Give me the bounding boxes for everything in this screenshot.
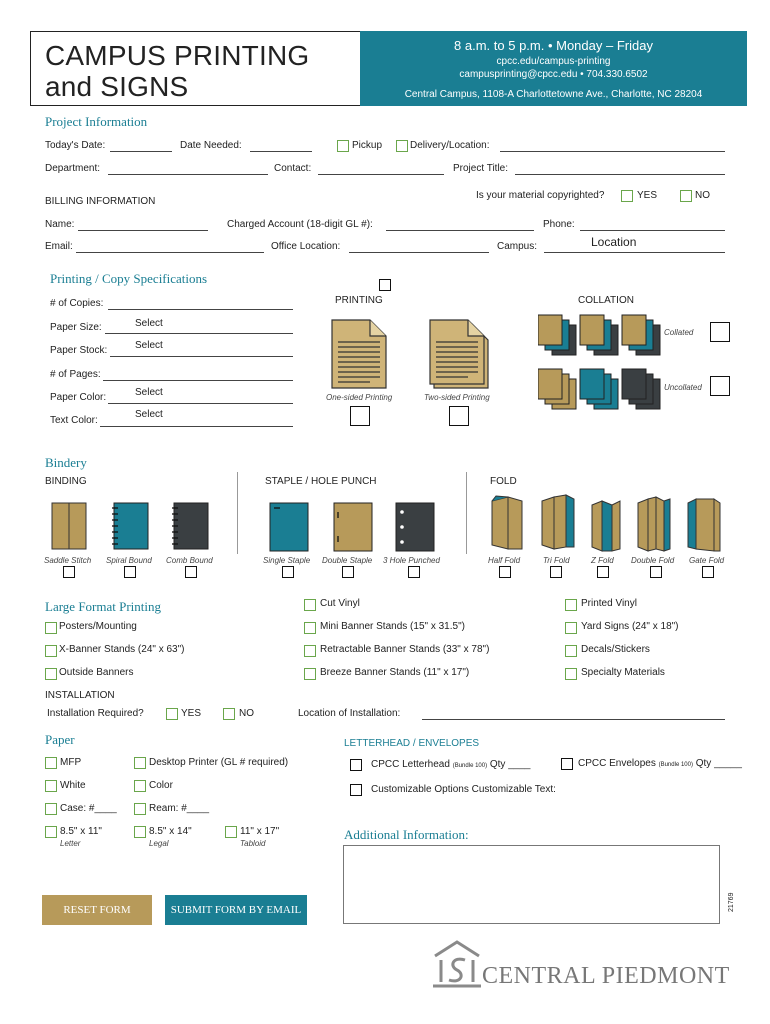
two-sided-document-icon [428, 318, 490, 390]
desktop-printer-label: Desktop Printer (GL # required) [149, 757, 289, 768]
bindery-caption-single-staple: Single Staple [263, 556, 311, 565]
cut-vinyl-label: Cut Vinyl [320, 598, 360, 609]
date-needed-label: Date Needed: [180, 140, 242, 151]
text-color-label: Text Color: [50, 415, 98, 426]
paper-stock-label: Paper Stock: [50, 345, 108, 356]
paper-stock-select-value: Select [135, 340, 163, 351]
paper-size-select-value: Select [135, 318, 163, 329]
todays-date-field[interactable] [110, 151, 172, 152]
pages-field[interactable] [103, 380, 293, 381]
fold-icons [488, 493, 723, 553]
todays-date-label: Today's Date: [45, 140, 106, 151]
retractable-banner-checkbox[interactable] [304, 645, 316, 657]
letterhead-label: CPCC Letterhead [371, 759, 450, 770]
white-checkbox[interactable] [45, 780, 57, 792]
x-banner-checkbox[interactable] [45, 645, 57, 657]
office-location-field[interactable] [349, 252, 489, 253]
charged-account-field[interactable] [386, 230, 534, 231]
letter-checkbox[interactable] [45, 826, 57, 838]
installation-yes-checkbox[interactable] [166, 708, 178, 720]
envelopes-label: CPCC Envelopes [578, 758, 656, 769]
divider [237, 472, 238, 554]
title-box [30, 31, 360, 106]
cut-vinyl-checkbox[interactable] [304, 599, 316, 611]
outside-banners-label: Outside Banners [59, 667, 134, 678]
breeze-banner-checkbox[interactable] [304, 668, 316, 680]
customizable-label: Customizable Options Customizable Text: [371, 784, 556, 795]
uncollated-caption: Uncollated [664, 383, 702, 392]
hole-punch-checkbox[interactable] [408, 566, 420, 578]
collation-heading: COLLATION [578, 295, 634, 306]
breeze-banner-label: Breeze Banner Stands (11" x 17") [320, 667, 470, 678]
bindery-caption-spiral-bound: Spiral Bound [106, 556, 152, 565]
bindery-caption-tri-fold: Tri Fold [543, 556, 570, 565]
contact-info: campusprinting@cpcc.edu • 704.330.6502 [459, 69, 648, 80]
pickup-label: Pickup [352, 140, 383, 151]
tabloid-caption: Tabloid [240, 839, 266, 848]
bindery-caption-double-staple: Double Staple [322, 556, 373, 565]
address: Central Campus, 1108-A Charlottetowne Ave., Charlotte, NC 28204 [404, 89, 703, 100]
letterhead-row [371, 759, 530, 770]
decals-label: Decals/Stickers [581, 644, 650, 655]
specialty-label: Specialty Materials [581, 667, 665, 678]
office-location-label: Office Location: [271, 241, 341, 252]
bindery-caption-half-fold: Half Fold [488, 556, 521, 565]
campus-select-value: Location [591, 235, 637, 249]
copyright-no-label: NO [695, 190, 710, 201]
gate-fold-checkbox[interactable] [702, 566, 714, 578]
legal-size-label: 8.5" x 14" [149, 826, 192, 837]
campus-select[interactable] [544, 252, 725, 253]
yard-signs-checkbox[interactable] [565, 622, 577, 634]
customizable-checkbox[interactable] [350, 784, 362, 796]
specs-heading: Printing / Copy Specifications [50, 271, 208, 286]
collated-stacks-icon [538, 313, 663, 358]
envelopes-row [578, 758, 742, 769]
uncollated-stacks-icon [538, 367, 663, 412]
tabloid-checkbox[interactable] [225, 826, 237, 838]
paper-color-select[interactable] [108, 403, 293, 404]
copies-label: # of Copies: [50, 298, 104, 309]
letterhead-checkbox[interactable] [350, 759, 362, 771]
double-fold-checkbox[interactable] [650, 566, 662, 578]
pickup-checkbox[interactable] [337, 140, 349, 152]
text-color-select-value: Select [135, 409, 163, 420]
envelopes-bundle: (Bundle 100) [658, 762, 693, 768]
color-checkbox[interactable] [134, 780, 146, 792]
mfp-checkbox[interactable] [45, 757, 57, 769]
staple-heading: STAPLE / HOLE PUNCH [265, 476, 377, 487]
saddle-stitch-checkbox[interactable] [63, 566, 75, 578]
half-fold-checkbox[interactable] [499, 566, 511, 578]
desktop-printer-checkbox[interactable] [134, 757, 146, 769]
hours: 8 a.m. to 5 p.m. • Monday – Friday [454, 38, 653, 53]
form-code: 21769 [728, 892, 735, 912]
page-title-line1: CAMPUS PRINTING [45, 40, 310, 71]
legal-caption: Legal [149, 839, 169, 848]
paper-heading: Paper [45, 732, 75, 747]
posters-label: Posters/Mounting [59, 621, 137, 632]
one-sided-caption: One-sided Printing [326, 393, 393, 402]
collated-caption: Collated [664, 328, 694, 337]
letterhead-qty: Qty ____ [489, 759, 531, 770]
binding-icons [50, 500, 220, 552]
installation-no-label: NO [239, 708, 254, 719]
printed-vinyl-label: Printed Vinyl [581, 598, 637, 609]
bindery-caption-double-fold: Double Fold [631, 556, 675, 565]
single-staple-checkbox[interactable] [282, 566, 294, 578]
department-field[interactable] [108, 174, 268, 175]
comb-bound-checkbox[interactable] [185, 566, 197, 578]
specialty-checkbox[interactable] [565, 668, 577, 680]
printing-checkbox[interactable] [379, 279, 391, 291]
delivery-field[interactable] [500, 151, 725, 152]
additional-info-textarea[interactable] [343, 845, 720, 924]
large-format-heading: Large Format Printing [45, 599, 162, 614]
phone-label: Phone: [543, 219, 575, 230]
page-title-line2: and SIGNS [45, 71, 189, 102]
printing-heading: PRINTING [335, 295, 383, 306]
website: cpcc.edu/campus-printing [496, 56, 611, 67]
uncollated-checkbox[interactable] [710, 376, 730, 396]
letter-size-label: 8.5" x 11" [60, 826, 102, 837]
two-sided-checkbox[interactable] [449, 406, 469, 426]
paper-color-select-value: Select [135, 387, 163, 398]
yard-signs-label: Yard Signs (24" x 18") [581, 621, 679, 632]
pages-label: # of Pages: [50, 369, 101, 380]
z-fold-checkbox[interactable] [597, 566, 609, 578]
bindery-caption-gate-fold: Gate Fold [689, 556, 725, 565]
phone-field[interactable] [580, 230, 725, 231]
copyright-no-checkbox[interactable] [680, 190, 692, 202]
header-info-box [360, 31, 747, 106]
bindery-caption-saddle-stitch: Saddle Stitch [44, 556, 92, 565]
mini-banner-checkbox[interactable] [304, 622, 316, 634]
mini-banner-label: Mini Banner Stands (15" x 31.5") [320, 621, 465, 632]
paper-stock-select[interactable] [110, 356, 293, 357]
envelopes-checkbox[interactable] [561, 758, 573, 770]
one-sided-document-icon [330, 318, 388, 390]
campus-label: Campus: [497, 241, 538, 252]
envelopes-qty: Qty _____ [695, 758, 742, 769]
email-field[interactable] [76, 252, 264, 253]
divider [466, 472, 467, 554]
delivery-label: Delivery/Location: [410, 140, 490, 151]
white-label: White [60, 780, 86, 791]
delivery-checkbox[interactable] [396, 140, 408, 152]
bindery-caption-z-fold: Z Fold [591, 556, 614, 565]
project-info-heading: Project Information [45, 114, 148, 129]
paper-size-label: Paper Size: [50, 322, 102, 333]
contact-label: Contact: [274, 163, 312, 174]
installation-required-label: Installation Required? [47, 708, 144, 719]
ream-label: Ream: #____ [149, 803, 210, 814]
outside-banners-checkbox[interactable] [45, 668, 57, 680]
collated-checkbox[interactable] [710, 322, 730, 342]
project-title-label: Project Title: [453, 163, 509, 174]
tri-fold-checkbox[interactable] [550, 566, 562, 578]
x-banner-label: X-Banner Stands (24" x 63") [59, 644, 185, 655]
retractable-banner-label: Retractable Banner Stands (33" x 78") [320, 644, 490, 655]
decals-checkbox[interactable] [565, 645, 577, 657]
copyright-yes-label: YES [637, 190, 658, 201]
project-title-field[interactable] [515, 174, 725, 175]
installation-location-label: Location of Installation: [298, 708, 401, 719]
spiral-bound-checkbox[interactable] [124, 566, 136, 578]
installation-yes-label: YES [181, 708, 202, 719]
name-label: Name: [45, 219, 75, 230]
submit-form-button[interactable]: SUBMIT FORM BY EMAIL [165, 895, 307, 925]
installation-heading: INSTALLATION [45, 690, 115, 701]
contact-field[interactable] [318, 174, 444, 175]
bindery-heading: Bindery [45, 455, 87, 470]
color-label: Color [149, 780, 173, 791]
fold-heading: FOLD [490, 476, 517, 487]
binding-heading: BINDING [45, 476, 87, 487]
two-sided-caption: Two-sided Printing [424, 393, 490, 402]
posters-checkbox[interactable] [45, 622, 57, 634]
bindery-caption-3-hole-punched: 3 Hole Punched [383, 556, 440, 565]
case-checkbox[interactable] [45, 803, 57, 815]
text-color-select[interactable] [100, 426, 293, 427]
letter-caption: Letter [60, 839, 81, 848]
tabloid-size-label: 11" x 17" [240, 826, 280, 837]
copyright-yes-checkbox[interactable] [621, 190, 633, 202]
letterhead-heading: LETTERHEAD / ENVELOPES [344, 738, 480, 749]
charged-account-label: Charged Account (18-digit GL #): [227, 219, 373, 230]
reset-form-button[interactable]: RESET FORM [42, 895, 152, 925]
paper-size-select[interactable] [105, 333, 293, 334]
date-needed-field[interactable] [250, 151, 312, 152]
installation-location-field[interactable] [422, 719, 725, 720]
name-field[interactable] [78, 230, 208, 231]
letterhead-bundle: (Bundle 100) [452, 763, 488, 769]
mfp-label: MFP [60, 757, 82, 768]
copyright-question: Is your material copyrighted? [476, 190, 605, 201]
case-label: Case: #____ [60, 803, 117, 814]
department-label: Department: [45, 163, 101, 174]
central-piedmont-logo-text: CENTRAL PIEDMONT [482, 963, 730, 989]
additional-info-heading: Additional Information: [344, 827, 469, 842]
legal-checkbox[interactable] [134, 826, 146, 838]
central-piedmont-logo-icon [431, 938, 483, 992]
bindery-caption-comb-bound: Comb Bound [166, 556, 213, 565]
email-label: Email: [45, 241, 73, 252]
one-sided-checkbox[interactable] [350, 406, 370, 426]
copies-field[interactable] [108, 309, 293, 310]
ream-checkbox[interactable] [134, 803, 146, 815]
paper-color-label: Paper Color: [50, 392, 107, 403]
printed-vinyl-checkbox[interactable] [565, 599, 577, 611]
double-staple-checkbox[interactable] [342, 566, 354, 578]
billing-heading: BILLING INFORMATION [45, 196, 156, 207]
staple-icons [268, 500, 438, 552]
installation-no-checkbox[interactable] [223, 708, 235, 720]
